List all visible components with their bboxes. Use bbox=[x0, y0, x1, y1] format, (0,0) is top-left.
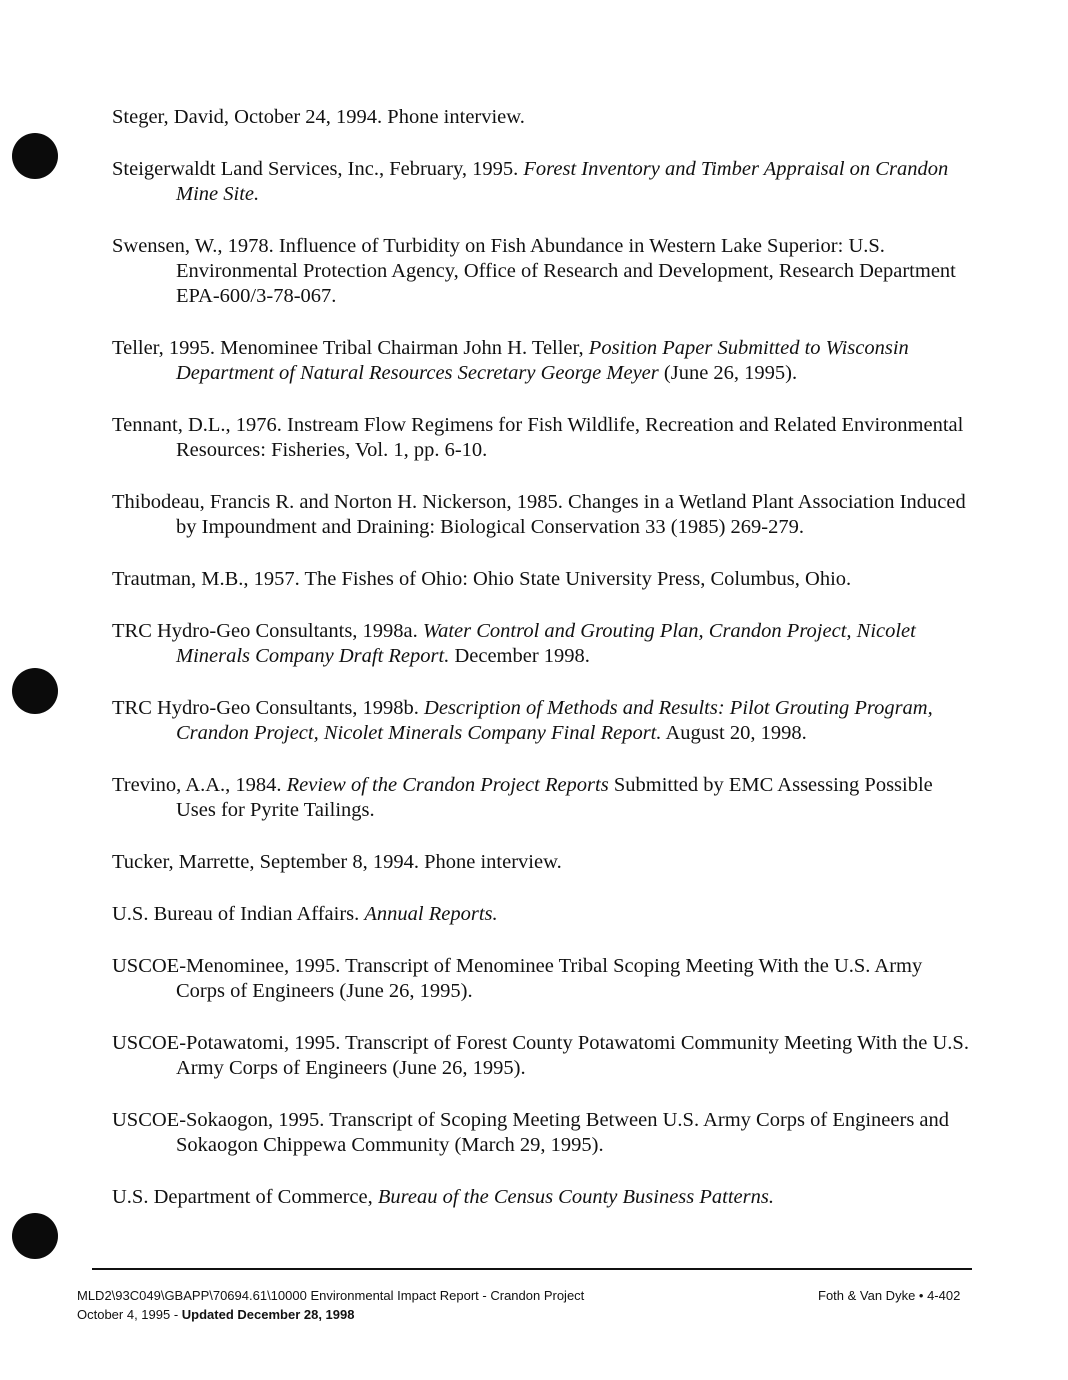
binder-hole bbox=[12, 668, 58, 714]
reference-entry: Trautman, M.B., 1957. The Fishes of Ohio: Ohio State University Press, Columbus, Ohio. bbox=[112, 568, 852, 590]
footer-page-number: Foth & Van Dyke • 4-402 bbox=[818, 1288, 961, 1303]
reference-entry: USCOE-Potawatomi, 1995. Transcript of Forest County Potawatomi Community Meeting With the U.S. Army Corps of Engineers (June 26, 1995). bbox=[112, 1032, 969, 1079]
reference-entry: TRC Hydro-Geo Consultants, 1998a. Water Control and Grouting Plan, Crandon Project, Nicolet Minerals Company Draft Report. December 1998. bbox=[112, 620, 916, 667]
reference-entry: Tennant, D.L., 1976. Instream Flow Regimens for Fish Wildlife, Recreation and Related Environmental Resources: Fisheries, Vol. 1, pp. 6-10. bbox=[112, 414, 964, 461]
reference-entry: USCOE-Sokaogon, 1995. Transcript of Scoping Meeting Between U.S. Army Corps of Engineers and Sokaogon Chippewa Community (March 29, 1995). bbox=[112, 1109, 950, 1156]
reference-entry: U.S. Bureau of Indian Affairs. Annual Reports. bbox=[112, 903, 498, 925]
binder-hole bbox=[12, 1213, 58, 1259]
footer-left bbox=[77, 1286, 584, 1324]
reference-entry: USCOE-Menominee, 1995. Transcript of Menominee Tribal Scoping Meeting With the U.S. Army Corps of Engineers (June 26, 1995). bbox=[112, 955, 923, 1002]
reference-entry: Thibodeau, Francis R. and Norton H. Nickerson, 1985. Changes in a Wetland Plant Association Induced by Impoundment and Draining: Biological Conservation 33 (1985) 269-279. bbox=[112, 491, 966, 538]
footer-rule bbox=[92, 1268, 972, 1270]
binder-hole bbox=[12, 133, 58, 179]
reference-entry: Steger, David, October 24, 1994. Phone interview. bbox=[112, 106, 525, 128]
reference-entry: Trevino, A.A., 1984. Review of the Crandon Project Reports Submitted by EMC Assessing Possible Uses for Pyrite Tailings. bbox=[112, 774, 933, 821]
reference-entry: Steigerwaldt Land Services, Inc., February, 1995. Forest Inventory and Timber Appraisal on Crandon Mine Site. bbox=[112, 158, 949, 205]
reference-entry: Swensen, W., 1978. Influence of Turbidity on Fish Abundance in Western Lake Superior: U.S. Environmental Protection Agency, Office of Research and Development, Research Department EPA-600/3-78-067. bbox=[112, 235, 956, 307]
footer-updated: Updated December 28, 1998 bbox=[181, 1307, 355, 1322]
reference-list bbox=[112, 105, 972, 1237]
reference-entry: Tucker, Marrette, September 8, 1994. Phone interview. bbox=[112, 851, 562, 873]
reference-entry: TRC Hydro-Geo Consultants, 1998b. Description of Methods and Results: Pilot Grouting Program, Crandon Project, Nicolet Minerals Company Final Report. August 20, 1998. bbox=[112, 697, 933, 744]
footer-date: October 4, 1995 - Updated December 28, 1998 bbox=[77, 1307, 355, 1322]
footer-path: MLD2\93C049\GBAPP\70694.61\10000 Environmental Impact Report - Crandon Project bbox=[77, 1288, 585, 1303]
reference-entry: Teller, 1995. Menominee Tribal Chairman John H. Teller, Position Paper Submitted to Wisconsin Department of Natural Resources Secretary George Meyer (June 26, 1995). bbox=[112, 337, 909, 384]
reference-entry: U.S. Department of Commerce, Bureau of the Census County Business Patterns. bbox=[112, 1186, 774, 1208]
